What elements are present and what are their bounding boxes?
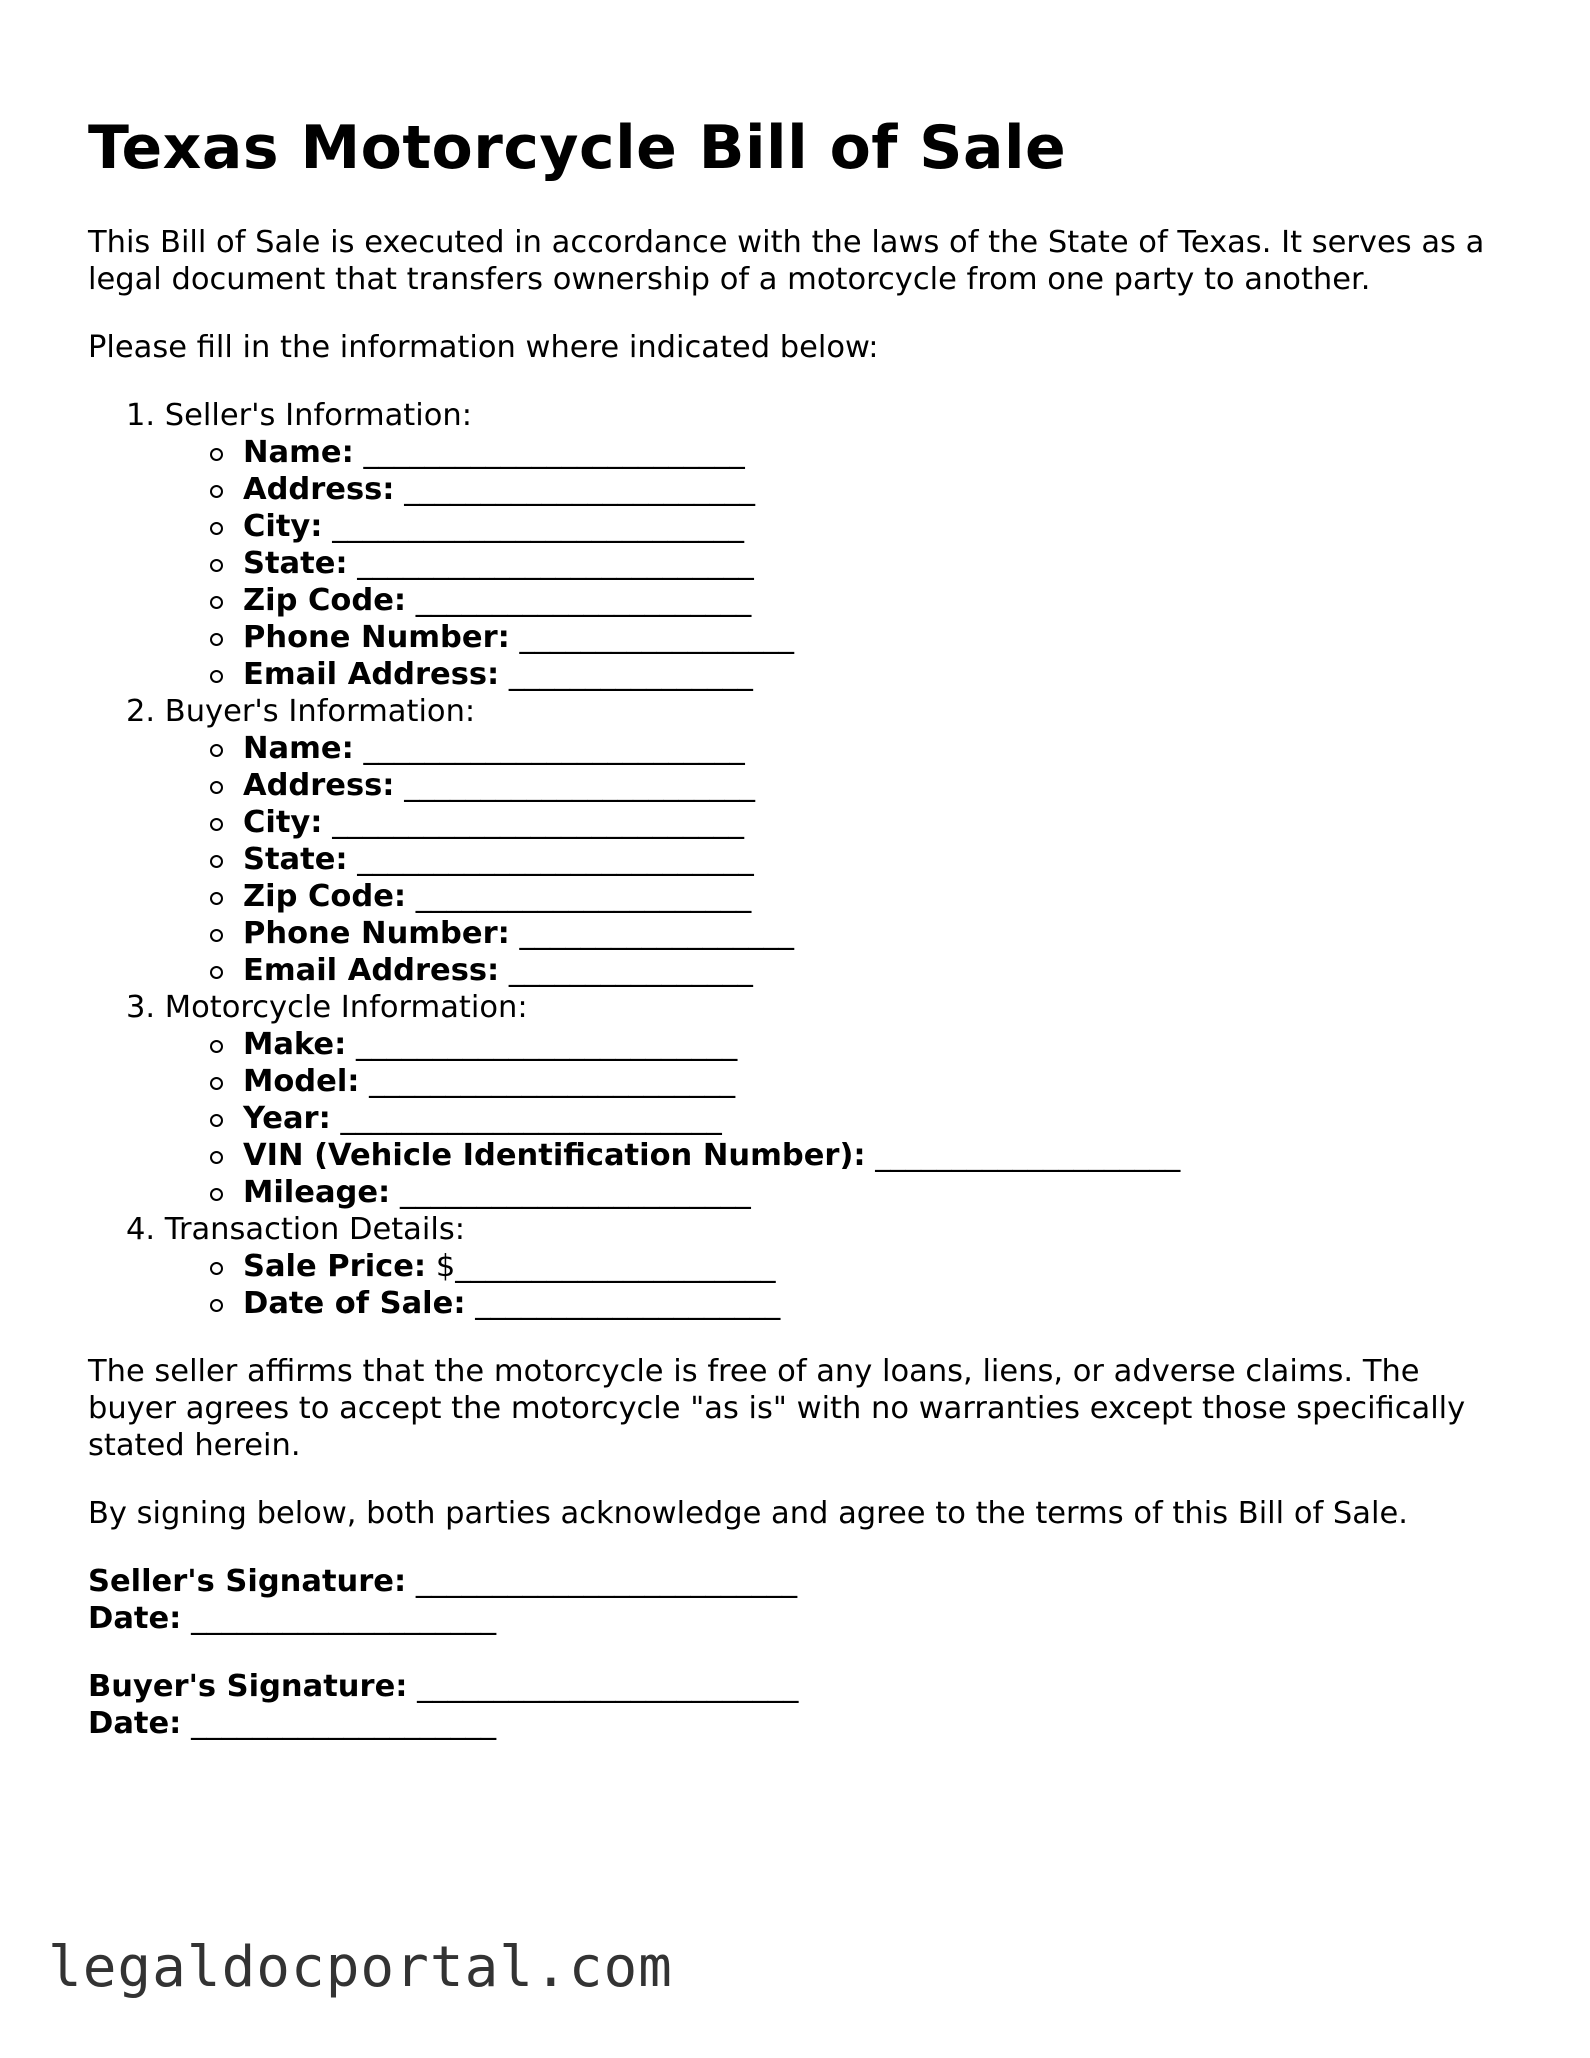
- field-label: Model:: [243, 1064, 360, 1099]
- field-mileage: [88, 1174, 1508, 1211]
- field-list: [88, 434, 1508, 693]
- seller-signature-row: [88, 1563, 1508, 1600]
- field-list: [88, 730, 1508, 989]
- field-label: Zip Code:: [243, 583, 407, 618]
- instruction-paragraph: Please fill in the information where indicated below:: [88, 330, 879, 365]
- field-vin: [88, 1137, 1508, 1174]
- field-seller-name: [88, 434, 1508, 471]
- seller-signature-block: [88, 1563, 1508, 1637]
- field-label: Phone Number:: [243, 620, 510, 655]
- bullet-icon: [210, 929, 223, 942]
- field-label: Email Address:: [243, 953, 500, 988]
- field-blank[interactable]: ___________________________: [322, 509, 744, 544]
- field-blank[interactable]: _______________________: [390, 1175, 751, 1210]
- field-label: Phone Number:: [243, 916, 510, 951]
- seller-date-label: Date:: [88, 1601, 182, 1636]
- bullet-icon: [210, 1188, 223, 1201]
- document-title: Texas Motorcycle Bill of Sale: [88, 113, 1067, 183]
- field-sale-price: [88, 1248, 1508, 1285]
- field-buyer-city: [88, 804, 1508, 841]
- field-blank[interactable]: ____________________: [465, 1286, 781, 1321]
- bullet-icon: [210, 1151, 223, 1164]
- field-blank[interactable]: _________________________: [353, 435, 745, 470]
- buyer-date-label: Date:: [88, 1706, 182, 1741]
- field-blank[interactable]: ___________________________: [322, 805, 744, 840]
- intro-paragraph: This Bill of Sale is executed in accordance with the laws of the State of Texas. It serves as a legal document that transfers ownership of a motorcycle from one party to another.: [88, 225, 1485, 297]
- field-blank[interactable]: __________________________: [347, 546, 754, 581]
- field-buyer-name: [88, 730, 1508, 767]
- field-blank[interactable]: ________________________: [359, 1064, 736, 1099]
- field-blank[interactable]: __________________: [509, 620, 795, 655]
- field-list: [88, 1026, 1508, 1211]
- bullet-icon: [210, 559, 223, 572]
- section-heading: 1. Seller's Information:: [126, 398, 472, 433]
- field-label: Date of Sale:: [243, 1286, 466, 1321]
- bullet-icon: [210, 855, 223, 868]
- acknowledgement-paragraph: By signing below, both parties acknowledge and agree to the terms of this Bill of Sale.: [88, 1496, 1408, 1531]
- field-buyer-address: [88, 767, 1508, 804]
- field-label: Year:: [243, 1101, 331, 1136]
- bullet-icon: [210, 744, 223, 757]
- field-label: Email Address:: [243, 657, 500, 692]
- seller-date-row: [88, 1600, 1508, 1637]
- field-label: Name:: [243, 435, 354, 470]
- field-label: Mileage:: [243, 1175, 391, 1210]
- seller-date-blank[interactable]: ____________________: [181, 1601, 497, 1636]
- bullet-icon: [210, 818, 223, 831]
- field-blank[interactable]: ____________________: [865, 1138, 1181, 1173]
- field-label: City:: [243, 509, 323, 544]
- field-seller-phone: [88, 619, 1508, 656]
- field-label: VIN (Vehicle Identification Number):: [243, 1138, 866, 1173]
- buyer-signature-block: [88, 1668, 1508, 1742]
- bullet-icon: [210, 670, 223, 683]
- buyer-signature-row: [88, 1668, 1508, 1705]
- field-year: [88, 1100, 1508, 1137]
- field-blank[interactable]: ________________: [499, 953, 753, 988]
- section-heading: 3. Motorcycle Information:: [126, 990, 528, 1025]
- field-model: [88, 1063, 1508, 1100]
- field-label: Zip Code:: [243, 879, 407, 914]
- section-buyer-information: [88, 693, 1508, 989]
- field-blank[interactable]: _________________________: [346, 1027, 738, 1062]
- field-blank[interactable]: __________________________: [347, 842, 754, 877]
- buyer-date-blank[interactable]: ____________________: [181, 1706, 497, 1741]
- field-label: Address:: [243, 768, 395, 803]
- field-blank[interactable]: __________________: [509, 916, 795, 951]
- field-label: Address:: [243, 472, 395, 507]
- field-blank[interactable]: _________________________: [330, 1101, 722, 1136]
- field-label: Name:: [243, 731, 354, 766]
- field-blank[interactable]: ________________: [499, 657, 753, 692]
- seller-signature-blank[interactable]: _________________________: [406, 1564, 798, 1599]
- bullet-icon: [210, 522, 223, 535]
- field-make: [88, 1026, 1508, 1063]
- field-list: [88, 1248, 1508, 1322]
- field-blank[interactable]: ______________________: [406, 879, 752, 914]
- section-heading: 4. Transaction Details:: [126, 1212, 465, 1247]
- bullet-icon: [210, 596, 223, 609]
- field-buyer-email: [88, 952, 1508, 989]
- bullet-icon: [210, 892, 223, 905]
- section-heading: 2. Buyer's Information:: [126, 694, 476, 729]
- field-seller-city: [88, 508, 1508, 545]
- field-label: Sale Price:: [243, 1249, 427, 1284]
- field-seller-email: [88, 656, 1508, 693]
- field-blank[interactable]: $_____________________: [426, 1249, 776, 1284]
- field-buyer-zip: [88, 878, 1508, 915]
- field-buyer-phone: [88, 915, 1508, 952]
- document-page: [88, 112, 1508, 1742]
- section-transaction-details: [88, 1211, 1508, 1322]
- buyer-signature-label: Buyer's Signature:: [88, 1669, 408, 1704]
- field-date-of-sale: [88, 1285, 1508, 1322]
- field-blank[interactable]: _______________________: [394, 768, 755, 803]
- bullet-icon: [210, 781, 223, 794]
- bullet-icon: [210, 1077, 223, 1090]
- bullet-icon: [210, 1262, 223, 1275]
- field-seller-state: [88, 545, 1508, 582]
- form-sections: [88, 397, 1508, 1322]
- field-label: State:: [243, 546, 348, 581]
- section-motorcycle-information: [88, 989, 1508, 1211]
- field-seller-zip: [88, 582, 1508, 619]
- affirmation-paragraph: The seller affirms that the motorcycle is free of any loans, liens, or adverse claims. The buyer agrees to accept the motorcycle "as is" with no warranties except those specifically stated herein.: [88, 1354, 1466, 1463]
- buyer-signature-blank[interactable]: _________________________: [407, 1669, 799, 1704]
- field-seller-address: [88, 471, 1508, 508]
- site-watermark: legaldocportal.com: [48, 1935, 673, 2000]
- field-buyer-state: [88, 841, 1508, 878]
- bullet-icon: [210, 1114, 223, 1127]
- field-label: City:: [243, 805, 323, 840]
- field-blank[interactable]: _________________________: [353, 731, 745, 766]
- seller-signature-label: Seller's Signature:: [88, 1564, 407, 1599]
- bullet-icon: [210, 633, 223, 646]
- section-seller-information: [88, 397, 1508, 693]
- field-blank[interactable]: ______________________: [406, 583, 752, 618]
- field-label: Make:: [243, 1027, 347, 1062]
- bullet-icon: [210, 1040, 223, 1053]
- buyer-date-row: [88, 1705, 1508, 1742]
- bullet-icon: [210, 966, 223, 979]
- field-label: State:: [243, 842, 348, 877]
- bullet-icon: [210, 1299, 223, 1312]
- bullet-icon: [210, 448, 223, 461]
- field-blank[interactable]: _______________________: [394, 472, 755, 507]
- bullet-icon: [210, 485, 223, 498]
